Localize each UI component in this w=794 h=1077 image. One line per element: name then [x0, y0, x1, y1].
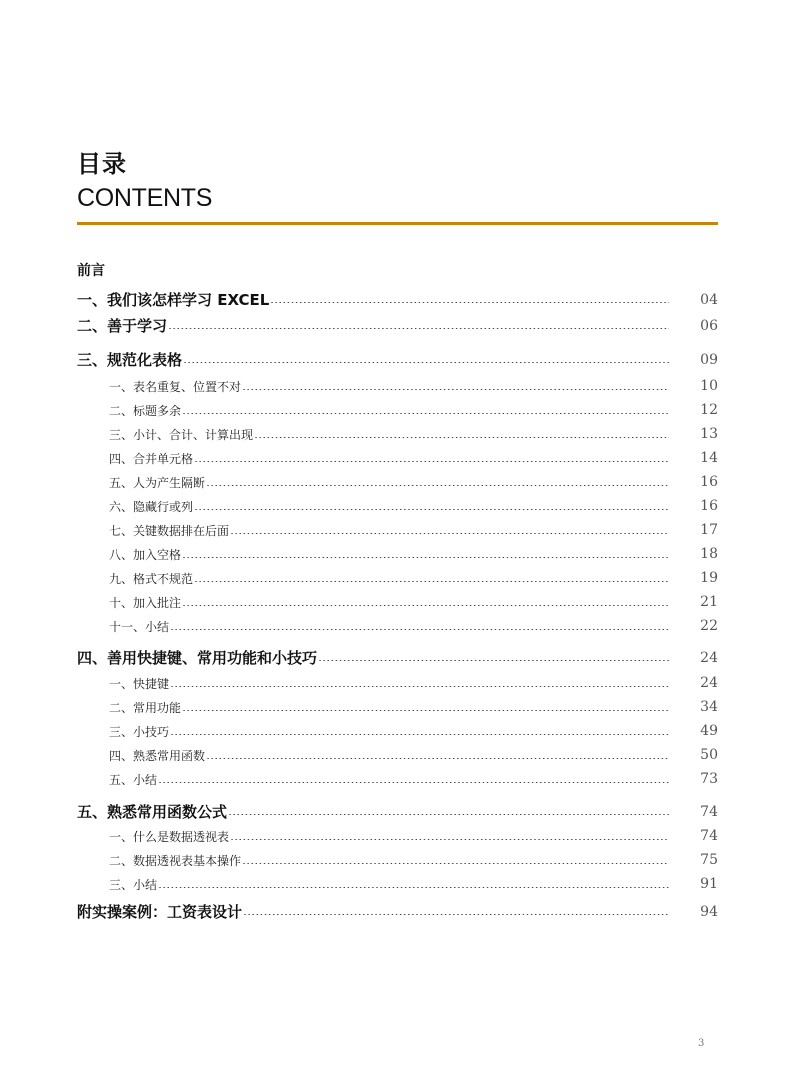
- dot-leader: [181, 542, 669, 564]
- toc-chapter-entry[interactable]: [77, 900, 718, 922]
- dot-leader: [241, 848, 669, 870]
- toc-entry-title: 六、隐藏行或列: [109, 500, 194, 514]
- toc-entry-page-number: 13: [700, 426, 718, 442]
- toc-entry-page-number: 04: [700, 292, 718, 308]
- dot-leader: [169, 671, 669, 693]
- toc-section-entry[interactable]: [109, 518, 718, 540]
- dot-leader: [167, 314, 669, 336]
- toc-entry-title: 五、人为产生隔断: [109, 476, 206, 490]
- toc-entry-title: 四、合并单元格: [109, 452, 194, 466]
- toc-section-entry[interactable]: [109, 542, 718, 564]
- toc-entry-title: 四、熟悉常用函数: [109, 749, 206, 763]
- toc-entry-title: 七、关键数据排在后面: [109, 524, 230, 538]
- toc-entry-title: 三、小结: [109, 878, 158, 892]
- toc-entry-page-number: 09: [700, 352, 718, 368]
- toc-entry-page-number: 14: [700, 450, 718, 466]
- dot-leader: [317, 646, 669, 668]
- toc-entry-title: 十一、小结: [109, 620, 170, 634]
- toc-entry-title: 八、加入空格: [109, 548, 182, 562]
- dot-leader: [169, 614, 669, 636]
- toc-entry-page-number: 19: [700, 570, 718, 586]
- toc-entry-title: 一、什么是数据透视表: [109, 830, 230, 844]
- dot-leader: [157, 872, 669, 894]
- dot-leader: [193, 446, 669, 468]
- dot-leader: [242, 900, 669, 922]
- dot-leader: [229, 518, 669, 540]
- page-title-chinese: 目录: [77, 150, 127, 178]
- toc-entry-page-number: 12: [700, 402, 718, 418]
- toc-entry-page-number: 74: [700, 804, 718, 820]
- toc-section-entry[interactable]: [109, 671, 718, 693]
- dot-leader: [205, 743, 669, 765]
- toc-section-entry[interactable]: [109, 743, 718, 765]
- toc-section-entry[interactable]: [109, 590, 718, 612]
- toc-chapter-entry[interactable]: [77, 288, 718, 310]
- toc-section-entry[interactable]: [109, 374, 718, 396]
- toc-entry-title: 九、格式不规范: [109, 572, 194, 586]
- toc-entry-page-number: 24: [700, 650, 718, 666]
- toc-entry-page-number: 06: [700, 318, 718, 334]
- dot-leader: [193, 566, 669, 588]
- dot-leader: [181, 695, 669, 717]
- dot-leader: [227, 800, 669, 822]
- toc-entry-page-number: 91: [700, 876, 718, 892]
- toc-entry-page-number: 21: [700, 594, 718, 610]
- toc-chapter-entry[interactable]: [77, 800, 718, 822]
- dot-leader: [193, 494, 669, 516]
- toc-section-entry[interactable]: [109, 872, 718, 894]
- title-divider: [77, 222, 718, 225]
- toc-entry-title: 三、小技巧: [109, 725, 170, 739]
- dot-leader: [157, 767, 669, 789]
- toc-entry-page-number: 18: [700, 546, 718, 562]
- toc-entry-page-number: 16: [700, 498, 718, 514]
- toc-entry-title: 三、小计、合计、计算出现: [109, 428, 254, 442]
- toc-entry-page-number: 73: [700, 771, 718, 787]
- toc-entry-page-number: 49: [700, 723, 718, 739]
- dot-leader: [182, 348, 669, 370]
- dot-leader: [169, 719, 669, 741]
- page-title-english: CONTENTS: [77, 184, 213, 212]
- toc-entry-page-number: 74: [700, 828, 718, 844]
- dot-leader: [253, 422, 669, 444]
- toc-entry-title: 二、常用功能: [109, 701, 182, 715]
- toc-entry-page-number: 75: [700, 852, 718, 868]
- dot-leader: [181, 398, 669, 420]
- toc-entry-page-number: 50: [700, 747, 718, 763]
- toc-entry-title: 附实操案例：工资表设计: [77, 903, 243, 921]
- toc-entry-page-number: 17: [700, 522, 718, 538]
- toc-entry-page-number: 94: [700, 904, 718, 920]
- toc-chapter-entry[interactable]: [77, 646, 718, 668]
- toc-entry-title: 二、数据透视表基本操作: [109, 854, 242, 868]
- toc-entry-page-number: 24: [700, 675, 718, 691]
- toc-entry-page-number: 22: [700, 618, 718, 634]
- toc-section-entry[interactable]: [109, 422, 718, 444]
- toc-entry-page-number: 34: [700, 699, 718, 715]
- toc-section-entry[interactable]: [109, 566, 718, 588]
- toc-entry-title: 一、快捷键: [109, 677, 170, 691]
- toc-chapter-entry[interactable]: [77, 314, 718, 336]
- toc-entry-page-number: 10: [700, 378, 718, 394]
- toc-entry-title: 三、规范化表格: [77, 351, 183, 369]
- toc-entry-page-number: 16: [700, 474, 718, 490]
- toc-entry-title: 五、小结: [109, 773, 158, 787]
- toc-section-entry[interactable]: [109, 614, 718, 636]
- toc-chapter-entry[interactable]: [77, 348, 718, 370]
- toc-section-entry[interactable]: [109, 848, 718, 870]
- toc-section-entry[interactable]: [109, 470, 718, 492]
- toc-preface[interactable]: 前言: [77, 263, 105, 279]
- dot-leader: [205, 470, 669, 492]
- toc-entry-title: 十、加入批注: [109, 596, 182, 610]
- dot-leader: [269, 288, 669, 310]
- dot-leader: [181, 590, 669, 612]
- toc-section-entry[interactable]: [109, 824, 718, 846]
- footer-page-number: 3: [698, 1038, 705, 1049]
- toc-entry-title: 二、善于学习: [77, 317, 168, 335]
- toc-entry-title: 二、标题多余: [109, 404, 182, 418]
- toc-entry-title: 五、熟悉常用函数公式: [77, 803, 228, 821]
- toc-section-entry[interactable]: [109, 494, 718, 516]
- toc-entry-title: 四、善用快捷键、常用功能和小技巧: [77, 649, 318, 667]
- toc-section-entry[interactable]: [109, 767, 718, 789]
- toc-section-entry[interactable]: [109, 695, 718, 717]
- toc-section-entry[interactable]: [109, 719, 718, 741]
- toc-section-entry[interactable]: [109, 446, 718, 468]
- dot-leader: [229, 824, 669, 846]
- toc-section-entry[interactable]: [109, 398, 718, 420]
- toc-entry-title: 一、我们该怎样学习 EXCEL: [77, 291, 270, 309]
- dot-leader: [241, 374, 669, 396]
- toc-entry-title: 一、表名重复、位置不对: [109, 380, 242, 394]
